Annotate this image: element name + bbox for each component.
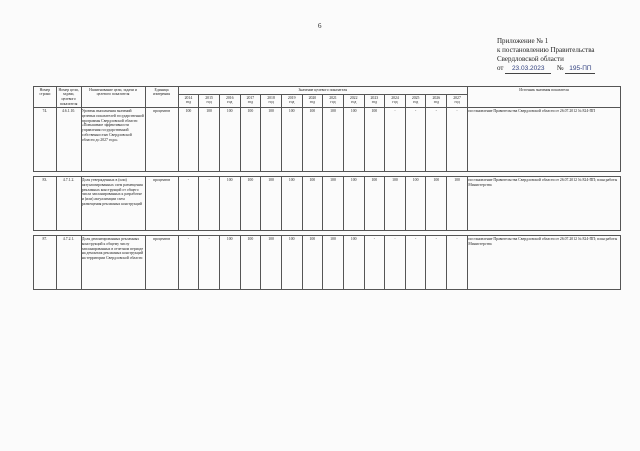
header-year [281,94,302,107]
cell-value: 100 [302,177,323,231]
cell-value: 100 [219,177,240,231]
appendix-title: Приложение № 1 [497,37,549,45]
header-year [447,94,468,107]
table-row [34,108,621,172]
header-year-value: 2018 [267,95,275,100]
cell-name: Доля демонтированных рекламных конструкций к общему числу запланированных в отчетном периоде на демонтаж рекламных конструкций на территории Свердловской области [81,236,145,290]
cell-value: - [385,236,406,290]
table-body [34,108,621,290]
header-year [240,94,261,107]
header-year-value: 2021 [329,95,337,100]
cell-value: 100 [405,177,426,231]
cell-value: 100 [240,108,261,172]
cell-value: 100 [364,108,385,172]
header-year-value: 2014 [184,95,193,100]
header-row-number: Номер строки [34,87,57,108]
header-year-value: 2017 [246,95,255,100]
cell-value: 100 [426,177,447,231]
appendix-region: Свердловской области [497,55,564,63]
cell-value: 100 [261,177,282,231]
header-year-suffix: год [227,100,233,105]
cell-unit: процентов [145,236,178,290]
header-year-suffix: год [392,100,398,105]
header-year-suffix: год [185,100,192,105]
header-year-suffix: год [206,100,212,105]
cell-unit: процентов [145,108,178,172]
header-source: Источник значения показателя [467,87,620,108]
header-year [178,94,199,107]
cell-value: 100 [219,236,240,290]
cell-value: 100 [199,108,220,172]
cell-value: 100 [302,236,323,290]
cell-value: 100 [323,236,344,290]
cell-value: 100 [178,108,199,172]
header-year-value: 2024 [391,95,399,100]
cell-value: - [199,177,220,231]
cell-code: 4.6.1.10. [56,108,81,172]
header-year-suffix: год [433,100,439,105]
cell-value: - [447,108,468,172]
page-number: 6 [318,22,322,30]
cell-value: 100 [219,108,240,172]
header-year-suffix: год [371,100,377,105]
cell-value: 100 [364,177,385,231]
cell-value: - [178,236,199,290]
header-year-value: 2020 [308,95,317,100]
cell-value: 100 [343,236,364,290]
cell-value: - [199,236,220,290]
header-year-value: 2026 [432,95,441,100]
header-year-suffix: год [351,100,357,105]
header-year-suffix: год [454,100,460,105]
header-year [199,94,220,107]
cell-value: - [178,177,199,231]
header-year [405,94,426,107]
appendix-block [497,37,595,74]
header-year-value: 2022 [349,95,358,100]
cell-unit: процентов [145,177,178,231]
header-year [426,94,447,107]
cell-name: Уровень выполнения значений целевых показателей государственной программы Свердловской области «Повышение эффективности управления государственной собственностью Свердловской области до 2027 года» [81,108,145,172]
cell-value: 100 [385,177,406,231]
cell-row-number: 83. [34,177,57,231]
cell-row-number: 87. [34,236,57,290]
cell-value: - [447,236,468,290]
header-year-value: 2019 [287,95,296,100]
cell-value: 100 [302,108,323,172]
cell-value: 100 [343,108,364,172]
header-year [219,94,240,107]
cell-value: 100 [323,108,344,172]
cell-value: 100 [261,108,282,172]
cell-value: 100 [240,177,261,231]
header-unit: Единица измерения [145,87,178,108]
cell-value: 100 [281,108,302,172]
header-year-value: 2027 [453,95,461,100]
number-label: № [556,64,564,72]
header-year [343,94,364,107]
cell-value: 100 [240,236,261,290]
cell-source: постановление Правительства Свердловской области от 26.07.2012 № 824-ПП; план работы Министерства [467,236,620,290]
cell-value: 100 [281,177,302,231]
header-year [323,94,344,107]
cell-value: 100 [281,236,302,290]
from-label: от [497,64,504,72]
cell-value: - [364,236,385,290]
cell-value: - [405,108,426,172]
cell-value: 100 [343,177,364,231]
cell-value: - [405,236,426,290]
header-year [261,94,282,107]
cell-source: постановление Правительства Свердловской области от 26.07.2012 № 824-ПП [467,108,620,172]
header-year-value: 2025 [411,95,420,100]
header-year-suffix: год [289,100,295,105]
table-row [34,177,621,231]
resolution-number: 195-ПП [565,64,595,74]
header-year [385,94,406,107]
header-year-suffix: год [413,100,419,105]
appendix-resolution: к постановлению Правительства [497,46,595,54]
cell-name: Доля утвержденных в (или) актуализированных схем размещения рекламных конструкций от общего числа запланированных к разработке и (или) актуализации схем размещения рекламных конструкций [81,177,145,231]
header-year-value: 2023 [370,95,379,100]
header-year-suffix: год [330,100,336,105]
cell-value: 100 [261,236,282,290]
cell-row-number: 74. [34,108,57,172]
header-year [302,94,323,107]
header-year-suffix: год [309,100,315,105]
header-name: Наименование цели, задачи и целевого показателя [81,87,145,108]
cell-value: - [426,236,447,290]
cell-code: 4.7.2.1. [56,236,81,290]
header-year-suffix: год [268,100,274,105]
header-year [364,94,385,107]
header-code: Номер цели, задачи, целевого показателя [56,87,81,108]
cell-code: 4.7.1.2. [56,177,81,231]
resolution-date: 23.03.2023 [505,64,551,74]
cell-source: постановление Правительства Свердловской области от 26.07.2012 № 824-ПП; план работы Министерства [467,177,620,231]
header-year-value: 2015 [205,95,213,100]
header-year-suffix: год [247,100,253,105]
cell-value: 100 [447,177,468,231]
cell-value: - [385,108,406,172]
cell-value: - [426,108,447,172]
cell-value: 100 [323,177,344,231]
table-row [34,236,621,290]
indicators-table [33,86,621,290]
header-year-value: 2016 [225,95,234,100]
appendix-date-line [497,64,595,74]
header-values-group: Значение целевого показателя [178,87,467,95]
